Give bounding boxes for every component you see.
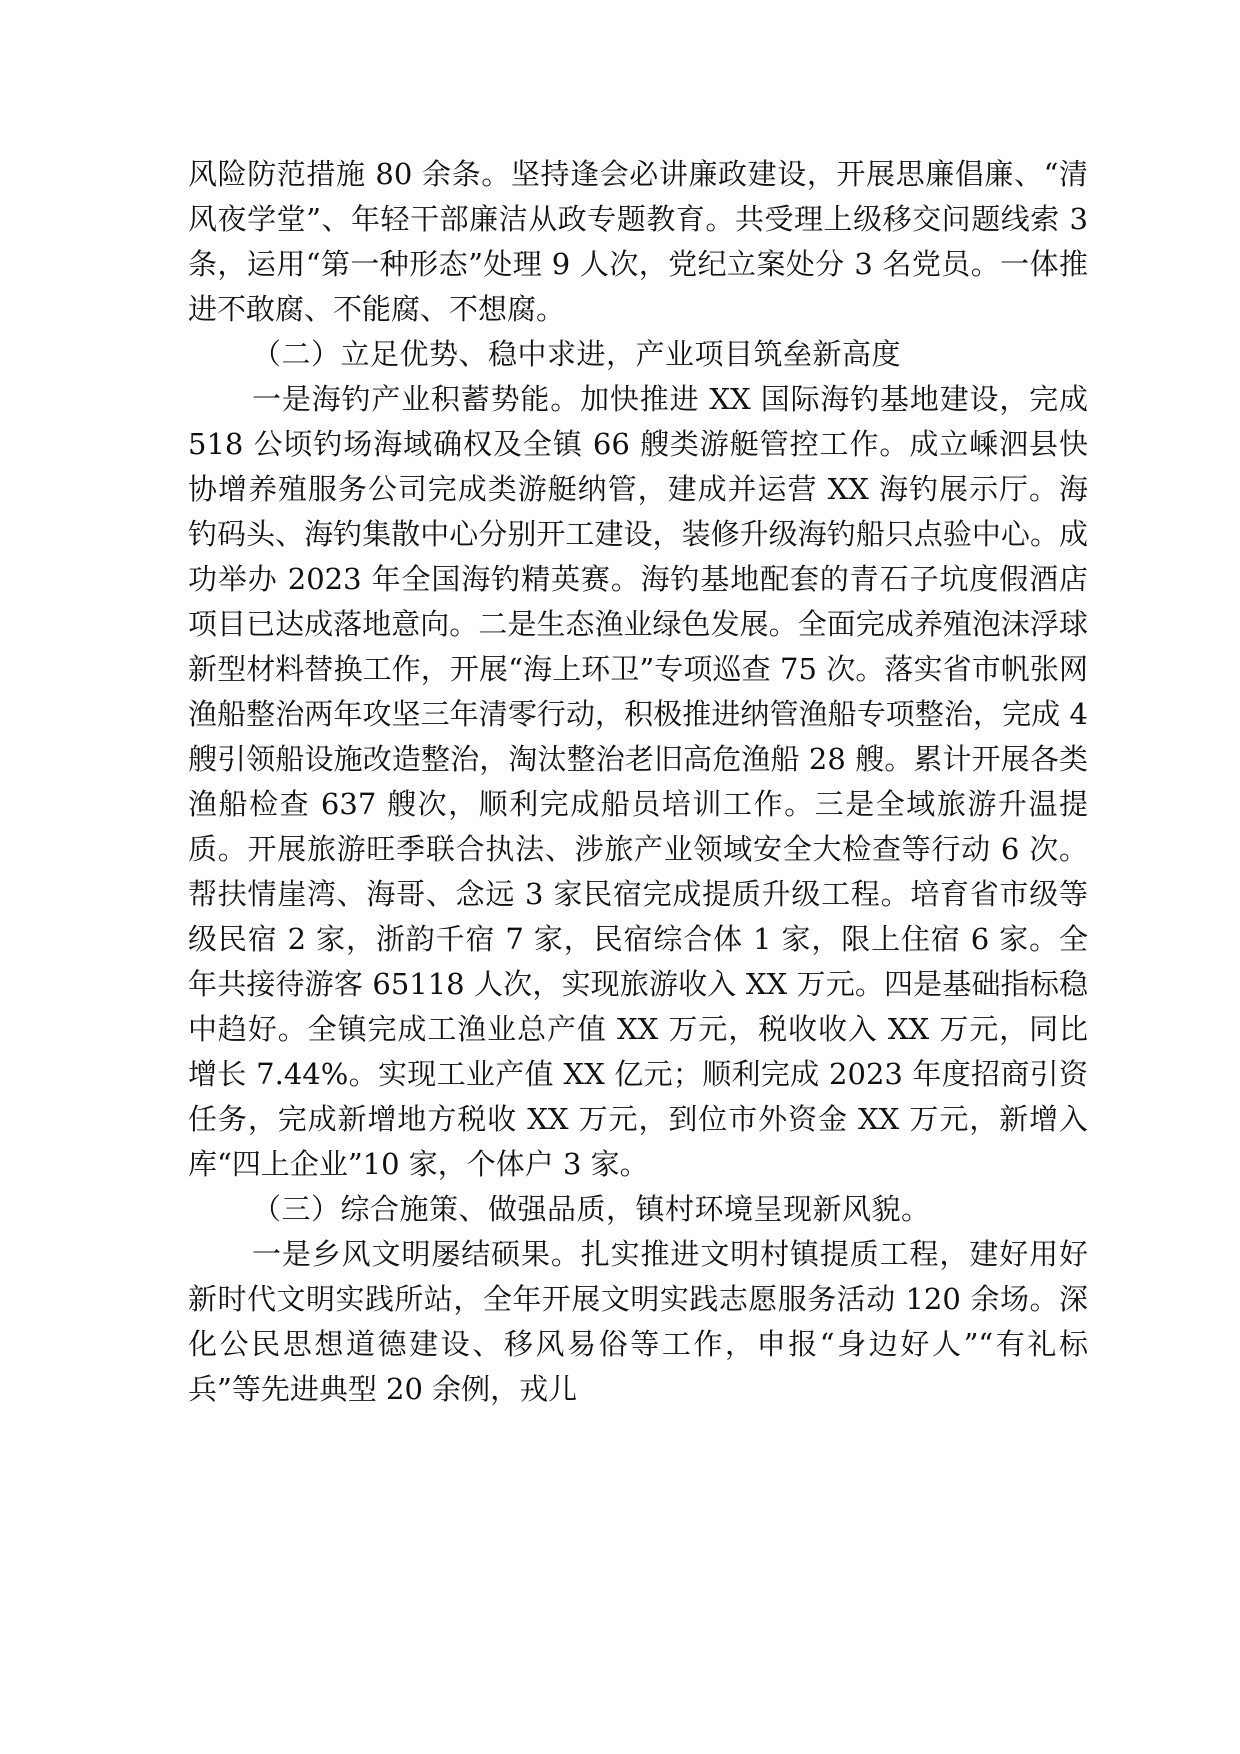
document-page [188,152,1088,1412]
paragraph-continuation: 风险防范措施 80 余条。坚持逢会必讲廉政建设，开展思廉倡廉、“清风夜学堂”、年轻干部廉洁从政专题教育。共受理上级移交问题线索 3 条，运用“第一种形态”处理 9 人次，党纪立案处分 3 名党员。一体推进不敢腐、不能腐、不想腐。 [188,157,1088,326]
paragraph-industry: 一是海钓产业积蓄势能。加快推进 XX 国际海钓基地建设，完成 518 公顷钓场海域确权及全镇 66 艘类游艇管控工作。成立嵊泗县快协增养殖服务公司完成类游艇纳管，建成并运营 XX 海钓展示厅。海钓码头、海钓集散中心分别开工建设，装修升级海钓船只点验中心。成功举办 2023 年全国海钓精英赛。海钓基地配套的青石子坑度假酒店项目已达成落地意向。二是生态渔业绿色发展。全面完成养殖泡沫浮球新型材料替换工作，开展“海上环卫”专项巡查 75 次。落实省市帆张网渔船整治两年攻坚三年清零行动，积极推进纳管渔船专项整治，完成 4 艘引领船设施改造整治，淘汰整治老旧高危渔船 28 艘。累计开展各类渔船检查 637 艘次，顺利完成船员培训工作。三是全域旅游升温提质。开展旅游旺季联合执法、涉旅产业领域安全大检查等行动 6 次。帮扶情崖湾、海哥、念远 3 家民宿完成提质升级工程。培育省市级等级民宿 2 家，浙韵千宿 7 家，民宿综合体 1 家，限上住宿 6 家。全年共接待游客 65118 人次，实现旅游收入 XX 万元。四是基础指标稳中趋好。全镇完成工渔业总产值 XX 万元，税收收入 XX 万元，同比增长 7.44%。实现工业产值 XX 亿元；顺利完成 2023 年度招商引资任务，完成新增地方税收 XX 万元，到位市外资金 XX 万元，新增入库“四上企业”10 家，个体户 3 家。 [188,382,1088,1181]
paragraph-civilization: 一是乡风文明屡结硕果。扎实推进文明村镇提质工程，建好用好新时代文明实践所站，全年开展文明实践志愿服务活动 120 余场。深化公民思想道德建设、移风易俗等工作，申报“身边好人”“有礼标兵”等先进典型 20 余例，戎儿 [188,1237,1088,1406]
section-heading-2: （二）立足优势、稳中求进，产业项目筑垒新高度 [252,337,902,371]
section-heading-3: （三）综合施策、做强品质，镇村环境呈现新风貌。 [252,1192,931,1226]
